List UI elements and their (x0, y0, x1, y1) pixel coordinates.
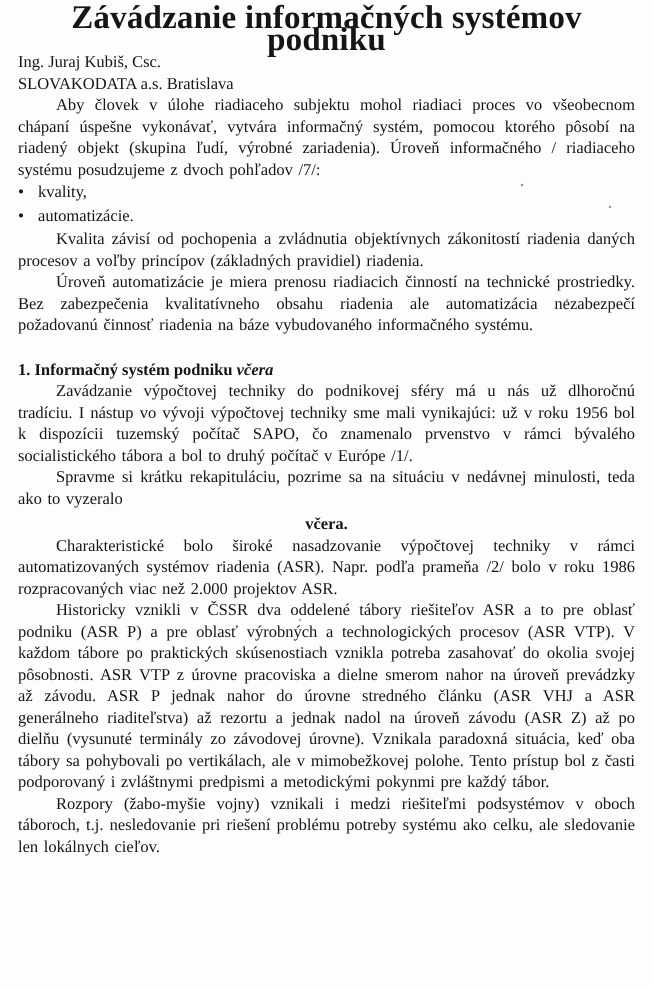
intro-paragraph-1: Aby človek v úlohe riadiaceho subjektu mohol riadiaci proces vo všeobecnom chápaní úspešne vykonávať, vytvára informačný systém, pomocou ktorého pôsobí na riadený objekt (skupina ľudí, výrobné zariadenia). Úroveň informačného / riadiaceho systému posudzujeme z dvoch pohľadov /7/: (18, 95, 635, 179)
section-1-paragraph-5: Rozpory (žabo-myšie vojny) vznikali i medzi riešiteľmi podsystémov v oboch táboroch, t.j. nesledovanie pri riešení problému potreby systému ako celku, ale sledovanie len lokálnych cieľov. (18, 793, 635, 856)
document-title: Závádzanie informačných systémov podniku (71, 0, 582, 58)
section-1-paragraph-3: Charakteristické bolo široké nasadzovanie výpočtovej techniky v rámci automatizovaných systémov riadenia (ASR). Napr. podľa prameňa /2/ bolo v roku 1986 rozpracovaných viac než 2.000 projektov ASR. (18, 535, 635, 598)
section-1-heading-text: 1. Informačný systém podniku (18, 359, 233, 379)
centered-emphasis-word: včera. (305, 514, 348, 533)
section-1-paragraph-2: Spravme si krátku rekapituláciu, pozrime sa na situáciu v nedávnej minulosti, teda ako to vyzeralo (18, 467, 635, 508)
bullet-item-quality: • kvality, (18, 180, 635, 204)
affiliation-line: SLOVAKODATA a.s. Bratislava (18, 73, 234, 93)
section-1-heading-emphasis: včera (236, 359, 274, 379)
aspect-bullet-list (18, 180, 635, 228)
bullet-item-automation: • automatizácie. (18, 204, 635, 228)
intro-paragraph-2: Kvalita závisí od pochopenia a zvládnutia objektívnych zákonitostí riadenia daných procesov a voľby princípov (základných pravidiel) riadenia. (18, 229, 635, 270)
intro-paragraph-3: Úroveň automatizácie je miera prenosu riadiacich činností na technické prostriedky. Bez zabezpečenia kvalitatívneho obsahu riadenia ale automatizácia nezabezpečí požadovanú činnosť riadenia na báze vybudovaného informačného systému. (18, 272, 635, 334)
section-1-paragraph-4: Historicky vznikli v ČSSR dva oddelené tábory riešiteľov ASR a to pre oblasť podniku (ASR P) a pre oblasť výrobných a technologických procesov (ASR VTP). V každom tábore po praktických skúsenostiach vznikla potreba zasahovať do okolia svojej pôsobnosti. ASR VTP z úrovne pracoviska a dielne smerom nahor na úroveň prevádzky až závodu. ASR P jednak nahor do úrovne stredného článku (ASR VHJ a ASR generálneho riaditeľstva) až rezortu a jednak nadol na úroveň závodu (ASR Z) až po dielňu (vysunuté terminály zo závodovej úrovne). Vznikala paradoxná situácia, keď oba tábory sa pohybovali po vertikálach, ale v mimobežkovej polohe. Tento prístup bol z časti podporovaný i zvláštnymi predpismi a metodickými pokynmi pre každý tábor. (18, 600, 635, 791)
section-1-paragraph-1: Zavádzanie výpočtovej techniky do podnikovej sféry má u nás už dlhoročnú tradíciu. I nástup vo vývoji výpočtovej techniky sme mali vynikajúci: už v roku 1956 bol k dispozícii tuzemský počítač SAPO, čo znamenalo prvenstvo v rámci bývalého socialistického tábora a bol to druhý počítač v Európe /1/. (18, 381, 635, 465)
section-1-heading (18, 359, 635, 381)
author-line: Ing. Juraj Kubiš, Csc. (18, 52, 161, 71)
